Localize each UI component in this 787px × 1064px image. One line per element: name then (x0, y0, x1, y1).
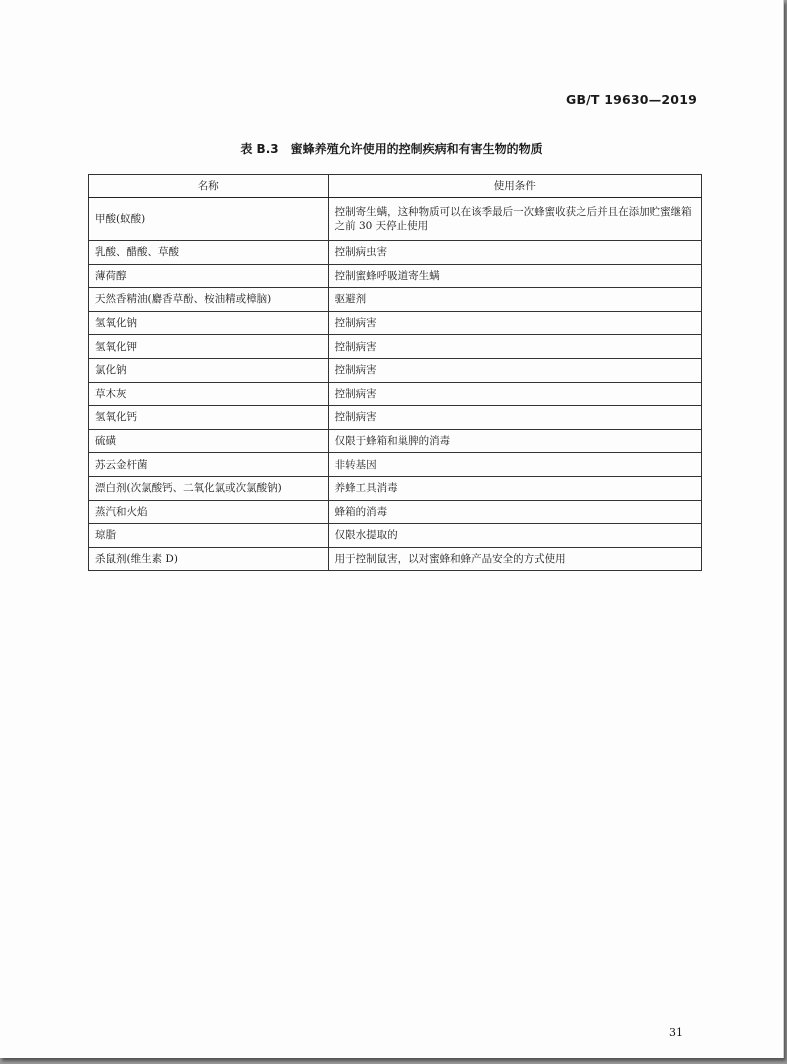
usage-condition: 控制病害 (328, 311, 701, 335)
substance-name: 杀鼠剂(维生素 D) (89, 547, 329, 571)
table-row (89, 406, 702, 430)
table-row (89, 241, 702, 265)
substance-name: 乳酸、醋酸、草酸 (89, 241, 329, 265)
usage-condition: 仅限水提取的 (328, 524, 701, 548)
usage-condition: 蜂箱的消毒 (328, 500, 701, 524)
usage-condition: 控制病害 (328, 358, 701, 382)
table-row (89, 547, 702, 571)
table-row (89, 288, 702, 312)
column-header-name: 名称 (89, 175, 329, 198)
column-header-condition: 使用条件 (328, 175, 701, 198)
usage-condition: 控制病虫害 (328, 241, 701, 265)
table-title: 表 B.3 蜜蜂养殖允许使用的控制疾病和有害生物的物质 (240, 142, 543, 156)
substance-name: 薄荷醇 (89, 264, 329, 288)
table-row (89, 358, 702, 382)
substance-name: 氢氧化钙 (89, 406, 329, 430)
substance-name: 甲酸(蚁酸) (89, 198, 329, 241)
substance-table (88, 174, 702, 571)
table-row (89, 264, 702, 288)
table-row (89, 524, 702, 548)
table-row (89, 429, 702, 453)
substance-name: 苏云金杆菌 (89, 453, 329, 477)
table-header-row (89, 175, 702, 198)
table-row (89, 382, 702, 406)
usage-condition: 控制病害 (328, 406, 701, 430)
usage-condition: 非转基因 (328, 453, 701, 477)
substance-name: 蒸汽和火焰 (89, 500, 329, 524)
table-row (89, 198, 702, 241)
substance-name: 氢氧化钾 (89, 335, 329, 359)
usage-condition: 控制病害 (328, 335, 701, 359)
substance-name: 氯化钠 (89, 358, 329, 382)
page-number: 31 (669, 1026, 683, 1039)
standard-code: GB/T 19630—2019 (565, 92, 697, 107)
substance-name: 天然香精油(麝香草酚、桉油精或樟脑) (89, 288, 329, 312)
table-row (89, 476, 702, 500)
substance-name: 硫磺 (89, 429, 329, 453)
substance-name: 草木灰 (89, 382, 329, 406)
table-row (89, 500, 702, 524)
substance-name: 琼脂 (89, 524, 329, 548)
usage-condition: 仅限于蜂箱和巢脾的消毒 (328, 429, 701, 453)
table-row (89, 453, 702, 477)
usage-condition: 用于控制鼠害，以对蜜蜂和蜂产品安全的方式使用 (328, 547, 701, 571)
table-row (89, 311, 702, 335)
usage-condition: 驱避剂 (328, 288, 701, 312)
table-row (89, 335, 702, 359)
usage-condition: 养蜂工具消毒 (328, 476, 701, 500)
substance-name: 氢氧化钠 (89, 311, 329, 335)
substance-name: 漂白剂(次氯酸钙、二氧化氯或次氯酸钠) (89, 476, 329, 500)
usage-condition: 控制病害 (328, 382, 701, 406)
usage-condition: 控制寄生螨，这种物质可以在该季最后一次蜂蜜收获之后并且在添加贮蜜继箱之前 30 天停止使用 (328, 198, 701, 241)
usage-condition: 控制蜜蜂呼吸道寄生螨 (328, 264, 701, 288)
